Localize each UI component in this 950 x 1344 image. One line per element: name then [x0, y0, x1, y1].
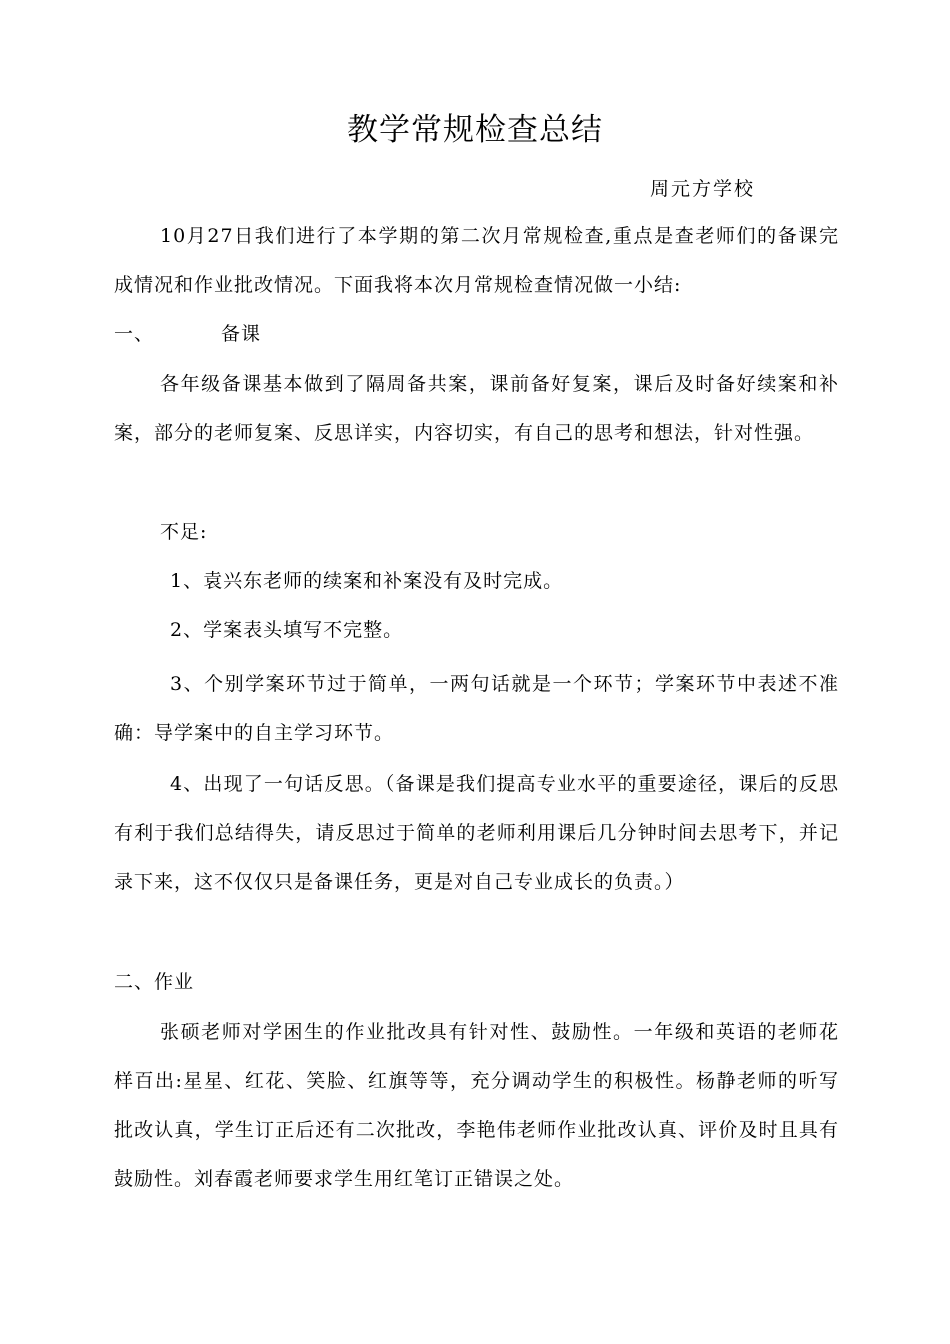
- intro-paragraph: 10月27日我们进行了本学期的第二次月常规检查,重点是查老师们的备课完成情况和作业批改情况。下面我将本次月常规检查情况做一小结:: [114, 225, 839, 296]
- shortcoming-item-4: 4、出现了一句话反思。（备课是我们提高专业水平的重要途径，课后的反思有利于我们总结得失，请反思过于简单的老师利用课后几分钟时间去思考下，并记录下来，这不仅仅只是备课任务，更是对自己专业成长的负责。）: [114, 773, 839, 893]
- shortcoming-item-3: 3、个别学案环节过于简单，一两句话就是一个环节；学案环节中表述不准确：导学案中的自主学习环节。: [114, 673, 839, 744]
- shortcomings-label: 不足:: [160, 521, 208, 543]
- document-title: 教学常规检查总结: [347, 112, 603, 148]
- section-1-number: 一、: [114, 323, 155, 345]
- section-2-paragraph: 张硕老师对学困生的作业批改具有针对性、鼓励性。一年级和英语的老师花样百出:星星、红花、笑脸、红旗等等，充分调动学生的积极性。杨静老师的听写批改认真，学生订正后还有二次批改，李艳伟老师作业批改认真、评价及时且具有鼓励性。刘春霞老师要求学生用红笔订正错误之处。: [114, 1021, 839, 1190]
- school-name: 周元方学校: [650, 178, 756, 200]
- shortcoming-item-2: 2、学案表头填写不完整。: [170, 619, 404, 641]
- section-2-heading: 二、作业: [114, 971, 195, 993]
- section-1-title: 备课: [221, 323, 262, 345]
- shortcoming-item-1: 1、袁兴东老师的续案和补案没有及时完成。: [170, 570, 564, 592]
- section-1-heading: [114, 310, 839, 359]
- section-1-paragraph: 各年级备课基本做到了隔周备共案，课前备好复案，课后及时备好续案和补案，部分的老师复案、反思详实，内容切实，有自己的思考和想法，针对性强。: [114, 373, 839, 444]
